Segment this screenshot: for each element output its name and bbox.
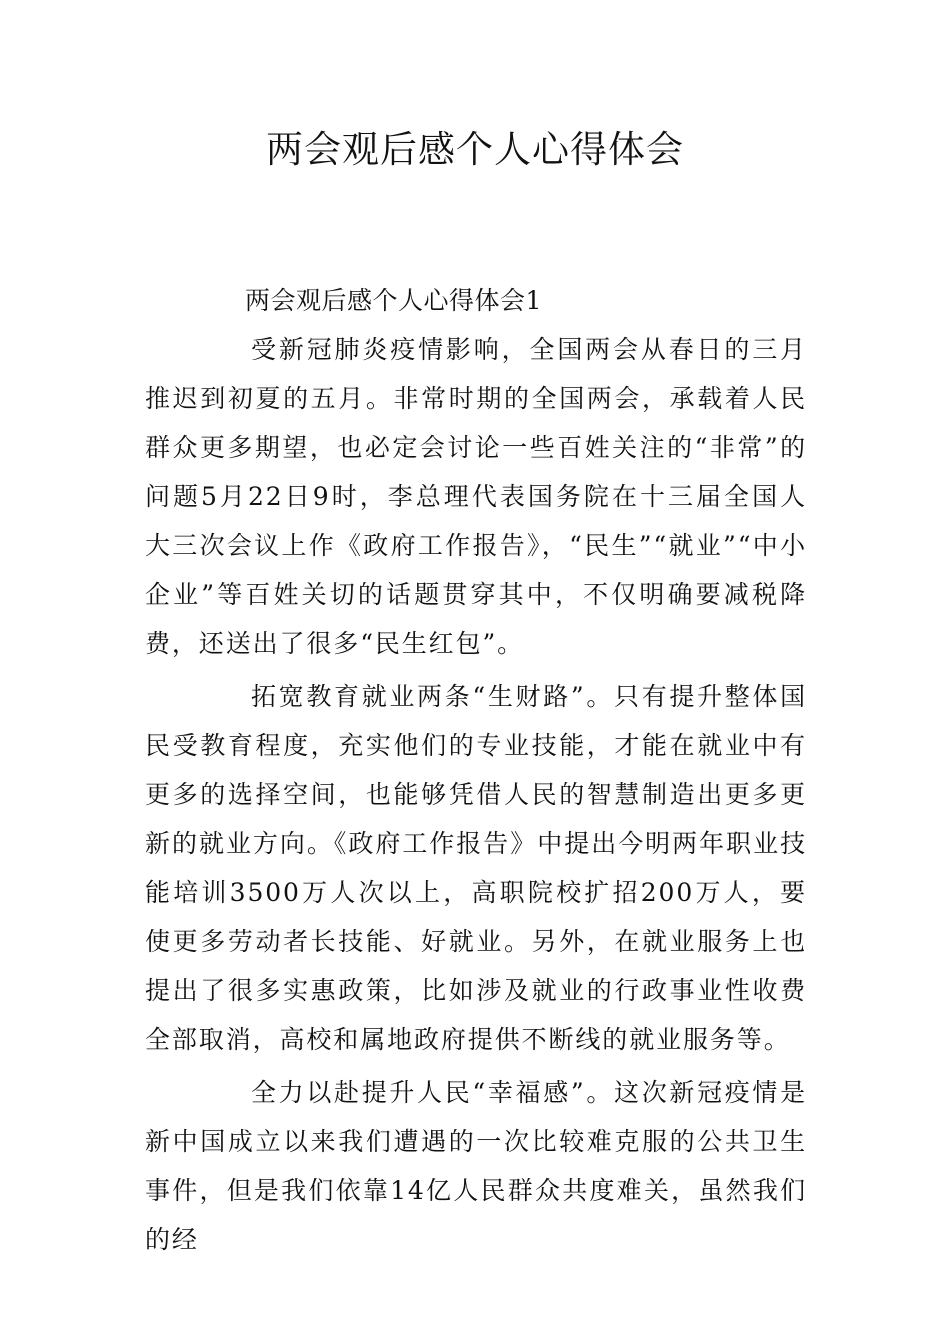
paragraph-3: 全力以赴提升人民“幸福感”。这次新冠疫情是新中国成立以来我们遭遇的一次比较难克服的公共卫生事件，但是我们依靠14亿人民群众共度难关，虽然我们的经 (145, 1078, 807, 1254)
paragraph-1: 受新冠肺炎疫情影响，全国两会从春日的三月推迟到初夏的五月。非常时期的全国两会，承载着人民群众更多期望，也必定会讨论一些百姓关注的“非常”的问题5月22日9时，李总理代表国务院在十三届全国人大三次会议上作《政府工作报告》，“民生”“就业”“中小企业”等百姓关切的话题贯穿其中，不仅明确要减税降费，还送出了很多“民生红包”。 (145, 335, 807, 658)
document-body (145, 276, 807, 1264)
section-heading: 两会观后感个人心得体会1 (245, 286, 542, 315)
document-title: 两会观后感个人心得体会 (266, 128, 684, 171)
paragraph-2: 拓宽教育就业两条“生财路”。只有提升整体国民受教育程度，充实他们的专业技能，才能在就业中有更多的选择空间，也能够凭借人民的智慧制造出更多更新的就业方向。《政府工作报告》中提出今明两年职业技能培训3500万人次以上，高职院校扩招200万人，要使更多劳动者长技能、好就业。另外，在就业服务上也提出了很多实惠政策，比如涉及就业的行政事业性收费全部取消，高校和属地政府提供不断线的就业服务等。 (145, 682, 807, 1054)
